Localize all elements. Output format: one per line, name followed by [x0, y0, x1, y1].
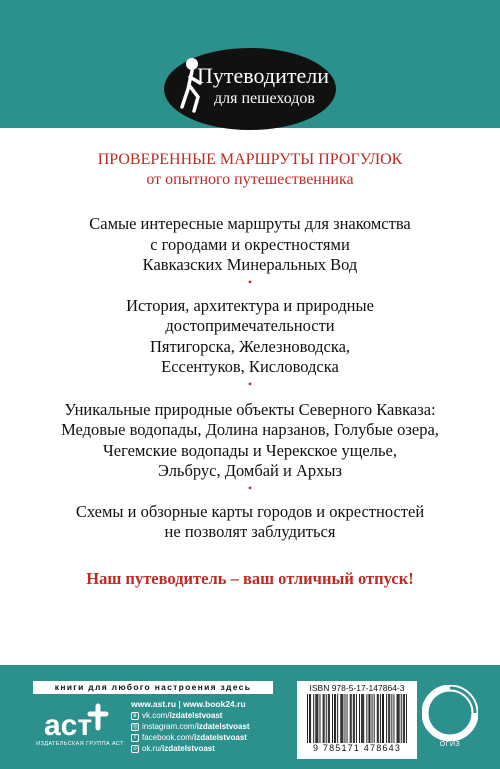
barcode-bar	[383, 694, 384, 743]
barcode-bars	[307, 694, 407, 743]
feature-block-2	[0, 296, 500, 378]
barcode-bar	[356, 694, 357, 743]
social-link-facebook[interactable]: f facebook.com/izdatelstvoast	[131, 732, 281, 743]
barcode-bar	[366, 694, 367, 743]
publisher-caption: ИЗДАТЕЛЬСКАЯ ГРУППА АСТ	[36, 741, 124, 747]
feature-line: Пятигорска, Железноводска,	[149, 336, 351, 356]
barcode-bar	[328, 694, 329, 743]
barcode-bar	[403, 694, 404, 743]
ogiz-logo	[422, 685, 478, 761]
feature-line: Кавказских Минеральных Вод	[142, 255, 358, 274]
feature-line: История, архитектура и природные	[126, 295, 374, 315]
barcode-bar	[326, 694, 327, 743]
feature-line: не позволят заблудиться	[164, 522, 336, 541]
social-link-instagram[interactable]: ◎ instagram.com/izdatelstvoast	[132, 722, 250, 731]
barcode-bar	[399, 694, 400, 743]
series-title: Путеводители	[197, 63, 329, 88]
headline-line1: ПРОВЕРЕННЫЕ МАРШРУТЫ ПРОГУЛОК	[97, 151, 403, 168]
closing-slogan: Наш путеводитель – ваш отличный отпуск!	[86, 568, 414, 588]
isbn-number: ISBN 978-5-17-147864-3	[309, 683, 405, 693]
barcode-bar	[401, 694, 402, 743]
barcode-bar	[317, 694, 318, 743]
barcode-digits: 9 785171 478643	[312, 743, 402, 753]
separator-dot: •	[247, 274, 253, 289]
barcode-bar	[382, 694, 383, 743]
cover-text	[0, 150, 500, 589]
feature-line: Чегемские водопады и Черекское ущелье,	[103, 440, 397, 460]
barcode-bar	[310, 694, 311, 743]
barcode-panel	[297, 681, 417, 759]
barcode-bar	[345, 694, 346, 743]
barcode-bar	[347, 694, 348, 743]
odnoklassniki-icon: о	[131, 745, 139, 753]
barcode-bar	[362, 694, 363, 743]
barcode-bar	[397, 694, 398, 743]
series-logo	[162, 47, 338, 131]
barcode-bar	[353, 694, 354, 743]
barcode-bar	[323, 694, 324, 743]
barcode-bar	[316, 694, 317, 743]
barcode-bar	[380, 694, 381, 743]
barcode-bar	[359, 694, 360, 743]
barcode-bar	[324, 694, 325, 743]
feature-block-1	[0, 214, 500, 276]
feature-line: с городами и окрестностями	[150, 234, 350, 254]
headline-line2: от опытного путешественника	[146, 171, 354, 188]
barcode-bar	[307, 694, 308, 743]
barcode-bar	[368, 694, 369, 743]
barcode-bar	[334, 694, 335, 743]
barcode-bar	[340, 694, 341, 743]
imprint-name: ОГИЗ	[439, 741, 461, 748]
barcode-bar	[377, 694, 378, 743]
barcode-bar	[341, 694, 342, 743]
feature-line: Ессентуков, Кисловодска	[161, 357, 339, 376]
social-link-odnoklassniki[interactable]: о ok.ru/izdatelstvoast	[131, 743, 281, 754]
barcode-bar	[350, 694, 351, 743]
barcode-bar	[398, 694, 399, 743]
barcode-bar	[354, 694, 355, 743]
feature-line: Схемы и обзорные карты городов и окрестностей	[75, 501, 425, 521]
series-subtitle: для пешеходов	[214, 90, 315, 107]
barcode-bar	[320, 694, 321, 743]
feature-line: Медовые водопады, Долина нарзанов, Голубые озера,	[61, 420, 439, 439]
barcode-bar	[389, 694, 390, 743]
vk-icon: в	[131, 712, 139, 720]
barcode-bar	[361, 694, 362, 743]
feature-line: достопримечательности	[165, 316, 335, 335]
ast-logo-mark: аст	[44, 709, 93, 742]
barcode-bar	[315, 694, 316, 743]
barcode-bar	[329, 694, 330, 743]
barcode-bar	[309, 694, 310, 743]
separator-dot: •	[247, 480, 253, 495]
barcode-bar	[342, 694, 343, 743]
barcode-bar	[363, 694, 364, 743]
social-link-vk[interactable]: в vk.com/izdatelstvoast	[131, 710, 281, 721]
instagram-icon: ◎	[132, 723, 138, 730]
feature-block-3	[0, 400, 500, 482]
barcode-bar	[393, 694, 394, 743]
publisher-web-links	[131, 698, 281, 754]
barcode-bar	[374, 694, 375, 743]
feature-line: Эльбрус, Домбай и Архыз	[158, 461, 342, 480]
barcode-bar	[332, 694, 333, 743]
separator-dot: •	[247, 376, 253, 391]
barcode-bar	[337, 694, 338, 743]
barcode-bar	[313, 694, 314, 743]
barcode-bar	[406, 694, 407, 743]
feature-block-4	[0, 502, 500, 543]
facebook-icon: f	[131, 734, 139, 742]
barcode-bar	[372, 694, 373, 743]
barcode-bar	[404, 694, 405, 743]
feature-line: Самые интересные маршруты для знакомства	[89, 214, 411, 233]
barcode-bar	[378, 694, 379, 743]
barcode-bar	[388, 694, 389, 743]
barcode-bar	[370, 694, 371, 743]
feature-line: Уникальные природные объекты Северного Кавказа:	[64, 399, 436, 419]
barcode-bar	[386, 694, 387, 743]
barcode-bar	[351, 694, 352, 743]
website-links[interactable]: www.ast.ru | www.book24.ru	[131, 699, 246, 709]
publisher-tagline: книги для любого настроения здесь	[33, 681, 273, 694]
barcode-bar	[335, 694, 336, 743]
barcode-bar	[391, 694, 392, 743]
